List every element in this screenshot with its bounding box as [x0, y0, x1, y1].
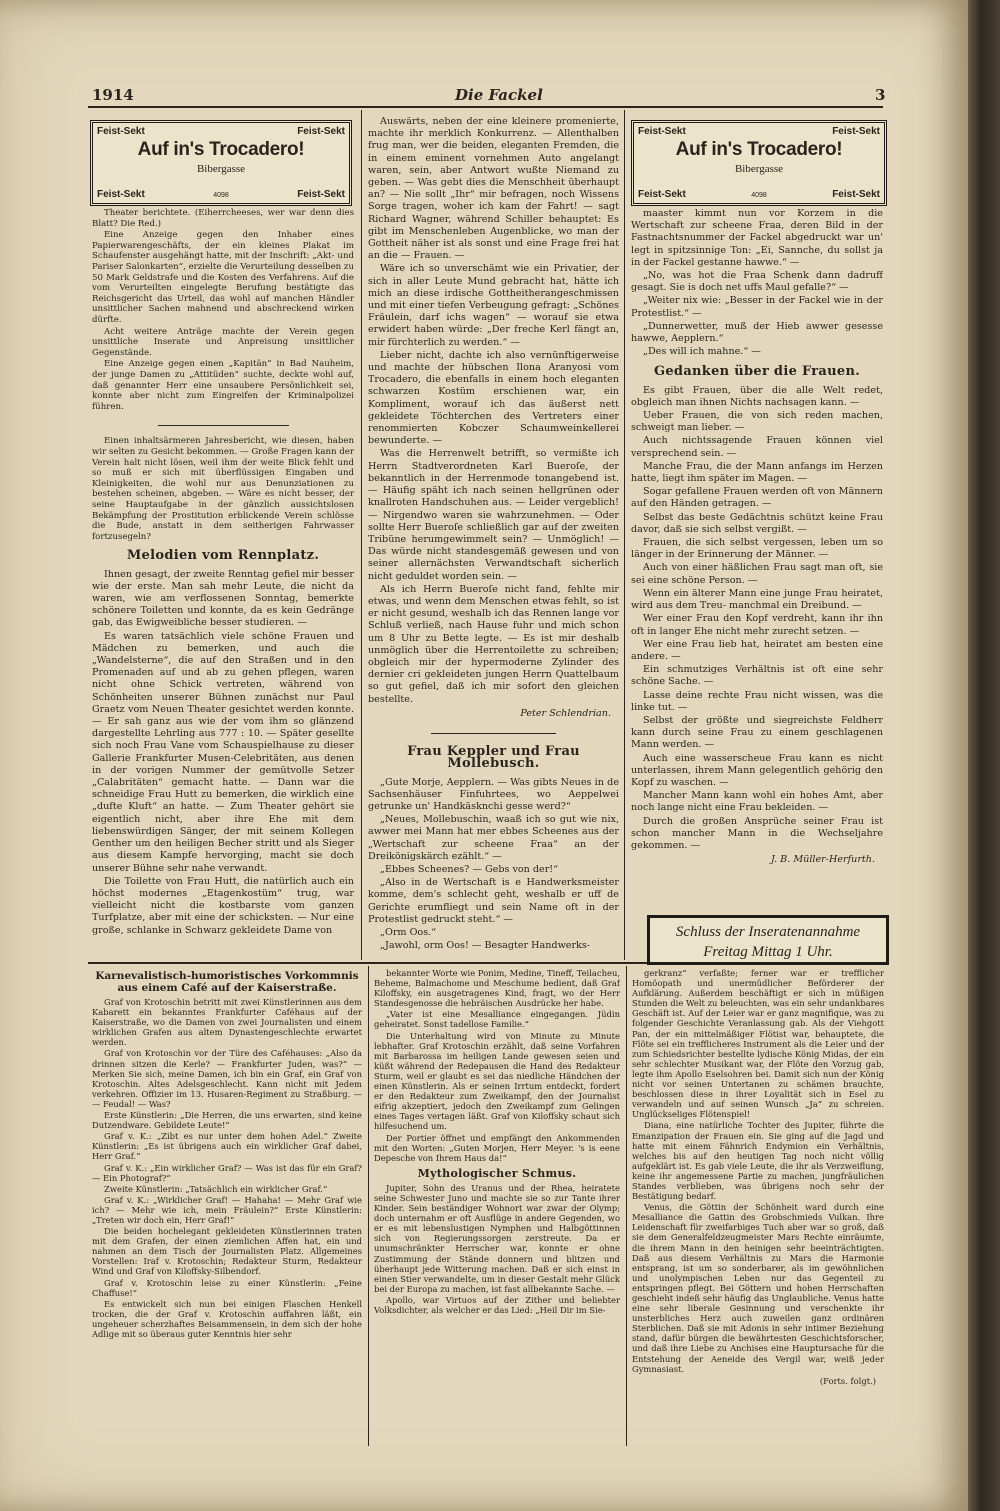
paragraph: Frauen, die sich selbst vergessen, leben um so länger in der Erinnerung der Männer. — [631, 537, 883, 561]
paragraph: „Orm Oos.“ [380, 927, 437, 938]
paragraph: Selbst das beste Gedächtnis schützt keine Frau davor, daß sie sich selbst vergißt. — [631, 511, 883, 535]
paragraph: Die Toilette von Frau Hutt, die natürlich auch ein höchst modernes „Etagenkostüm“ trug, war vielleicht nicht die kostbarste vom ganzen Turfplatze, aber mit eine der schicksten. — Nur eine große, schlanke in Schwarz gekleidete Dame von [92, 875, 354, 936]
paragraph: „Ebbes Scheenes? — Gebs von der!“ [380, 863, 559, 875]
paragraph: „Vater ist eine Mesalliance eingegangen. Jüdin geheiratet. Sonst tadellose Familie.“ [374, 1009, 620, 1030]
paragraph: Was die Herrenwelt betrifft, so vermißte ich Herrn Stadtverordneten Karl Bueroſe, der bekanntlich in der Herrenmode tonangebend ist. — Häufig späht ich nach seinen hellgrünen oder knallroten Handschuhen aus. — Leider vergeblich! — Nirgendwo waren sie wahrzunehmen. — Oder sollte Herr Bueroſe schließlich gar auf der zweiten Tribüne herumgewimmelt sein? — Unmöglich! — Das würde nicht standesgemäß gewesen und von seiner allernächsten Verwandtschaft sicherlich nicht geduldet worden sein. — [368, 448, 619, 582]
ad-headline: Auf in's Trocadero! [675, 139, 843, 160]
paragraph: „Dunnerwetter, muß der Hieb awwer gesesse hawwe, Aepplern.“ [631, 320, 883, 345]
paragraph: Der Portier öffnet und empfängt den Ankommenden mit den Worten: „Guten Morjen, Herr Meyer. 's is eene Depesche von Ihrem Haus da!“ [374, 1132, 620, 1163]
paragraph: Graf v. Krotoschin leise zu einer Künstlerin: „Feine Chaffuse!“ [92, 1277, 362, 1298]
paragraph: „Also in de Wertschaft is e Handwerksmeister komme, dem's schlecht geht, weshalb er uff de Gerichte erumfliegt und sein Name oft in der Protestlist gedruckt steht.“ — [368, 877, 619, 925]
paragraph: Zweite Künstlerin: „Tatsächlich ein wirklicher Graf.“ [104, 1183, 328, 1194]
paragraph: Diana, eine natürliche Tochter des Jupiter, führte die Emanzipation der Frauen ein. Sie ging auf die Jagd und hatte mit einem Fähnrich Endymion ein Verhältnis, welches bis auf den heutigen Tag noch nicht völlig aufgeklärt ist. Es gab viele Leute, die ihr als Verzweiflung, keine ihr angemessene Partie zu machen, jungfräulichen Standes verblieben, was übrigens noch sehr der Bestätigung bedarf. [632, 1120, 884, 1202]
article-heading: Mythologischer Schmus. [417, 1166, 577, 1180]
divider [92, 418, 354, 430]
lower-column-rule-1 [368, 966, 369, 1446]
paragraph: Graf von Krotoschin betritt mit zwei Künstlerinnen aus dem Kabarett ein bekanntes Frankfurter Caféhaus auf der Kaiserstraße, wo die Damen von zwei Journalisten und einem wirklichen Grafen aus altem Dynastengeschlechte erwartet werden. [92, 997, 362, 1048]
paragraph: Graf von Krotoschin vor der Türe des Caféhauses: „Also da drinnen sitzen die Kerle? — Frankfurter Juden, was?“ — Merken Sie sich, meine Damen, ich bin ein Graf, ein Graf von Krotoschin. Altes Adelsgeschlecht. Kann nicht mit Jedem verkehren. Offizier im 13. Husaren-Regiment zu Straßburg. — — Feudal! — Was? [92, 1048, 362, 1109]
lower-column-rule-2 [626, 966, 627, 1446]
paragraph: „No, was hot die Fraa Schenk dann dadruff gesagt. Sie is doch net uffs Maul gefalle?“ — [631, 270, 883, 294]
ad-corner-label: Feist-Sekt [638, 126, 686, 137]
paragraph: Wer einer Frau den Kopf verdreht, kann ihr ihn oft in langer Ehe nicht mehr zurecht setzen. — [631, 613, 883, 637]
paragraph: Graf v. K.: „Wirklicher Graf! — Hahaha! — Mehr Graf wie ich? — Mehr wie ich, mein Fräulein?“ Erste Künstlerin: „Treten wir doch ein, Herr Graf!“ [92, 1194, 362, 1225]
masthead-title: Die Fackel [455, 86, 543, 104]
paragraph: Als ich Herrn Bueroſe nicht fand, fehlte mir etwas, und wenn dem Menschen etwas fehlt, so ist er nicht gesund, weshalb ich das Rennen lange vor Schluß verließ, nach Hause fuhr und mich schon um 8 Uhr zu Bette legte. — Es ist mir deshalb unmöglich über die Herrentoilette zu schreiben; obgleich mir der hypermoderne Zylinder des dernier cri gekleideten jungen Herrn Quattelbaum so gut gefiel, daß ich mir sofort den gleichen bestellte. [368, 583, 619, 705]
paragraph: Acht weitere Anträge machte der Verein gegen unsittliche Inserate und Anpreisung unsittlicher Gegenstände. [92, 326, 354, 358]
notice-line: Freitag Mittag 1 Uhr. [703, 944, 833, 960]
paragraph: Lasse deine rechte Frau nicht wissen, was die linke tut. — [631, 689, 883, 713]
article-column-2 [368, 116, 619, 958]
paragraph: gerkranz“ verfaßte; ferner war er trefflicher Homöopath und unermüdlicher Beförderer der Aufklärung. Außerdem beschäftigt er sich in müßigen Stunden die Welt zu beleuchten, was ein sehr undankbares Geschäft ist. Auf der Leier war er ganz magnifique, was zu folgender Geschichte Veranlassung gab. Als der Viehgott Pan, der ein mittelmäßiger Flötist war, behauptete, die Flöte sei ein trefflicheres Instrument als die Leier und der zum Schiedsrichter bestellte lydische König Midas, der ein sehr schlechter Musikant war, der Flöte den Vorzug gab, legte ihm Apollo Eselsohren bei. Damit sich nun der König nicht vor seinen Untertanen zu schämen brauchte, beschlossen diese in ihrer Loyalität sich in Esel zu verwandeln und auf seinen Wunsch „Ja“ zu schreien. Unglückseliges Flötenspiel! [632, 968, 884, 1120]
paragraph: Manche Frau, die der Mann anfangs im Herzen hatte, liegt ihm später im Magen. — [631, 460, 883, 485]
paragraph: Einen inhaltsärmeren Jahresbericht, wie diesen, haben wir selten zu Gesicht bekommen. — Große Fragen kann der Verein halt nicht lösen, weil ihm der weite Blick fehlt und so muß er sich mit überflüssigen Eingaben und Kleinigkeiten, die wohl nur aus Denunziationen zu bestehen scheinen, abgeben. — Wäre es nicht besser, der seine Hauptaufgabe in der gänzlich aussichtslosen Bekämpfung der Prostitution erblickende Verein schlösse die Bude, anstatt in dem seitherigen Fahrwasser fortzusegeln? [92, 436, 354, 542]
paragraph: „Weiter nix wie: „Besser in der Fackel wie in der Protestlist.“ — [631, 295, 883, 319]
paragraph: Wäre ich so unverschämt wie ein Privatier, der sich in aller Leute Mund gebracht hat, hätte ich mich an diese irdische Gottheitherangeschmissen und mit einer tiefen Verbeugung gefragt: „Schönes Fräulein, darf ichs wagen“ — worauf sie etwa erwidert haben würde: „Der freche Kerl fängt an, mir fürchterlich zu werden.“ — [368, 263, 619, 348]
article-column-3 [631, 208, 883, 908]
paragraph: Wer eine Frau lieb hat, heiratet am besten eine andere. — [631, 638, 883, 662]
paragraph: Auch nichtssagende Frauen können viel versprechend sein. — [631, 435, 883, 459]
author-signature: Peter Schlendrian. [520, 707, 611, 719]
divider [368, 726, 619, 738]
ad-corner-label: Feist-Sekt [832, 126, 880, 137]
paragraph: bekannter Worte wie Ponim, Medine, Tineff, Teilacheu, Beheme, Balmachome und Meschume bedient, daß Graf Kiloffsky, ein ausgetragenes Kind, fragt, wo der Herr Standesgenosse die hebräischen Ausdrücke her habe. [374, 968, 620, 1009]
paragraph: Auswärts, neben der eine kleinere promenierte, machte ihr merklich Konkurrenz. — Allenthalben frug man, wer die beiden, eleganten Fremden, die in einem eminent vornehmen Auto angelangt waren, sein, aber Antwort wußte Niemand zu geben. — Was gebt dies die Menschheit überhaupt an? — Nie sollt „Ihr“ mir befragen, noch Wissens Sorge tragen, woher ich kam der Fahrt! — sagt Richard Wagner, während Schiller behauptet: Es gibt im Menschenleben Augenblicke, wo man der Gottheit näher ist als sonst und eine Frage frei hat an die — Frauen. — [368, 116, 619, 262]
paragraph: Graf v. K.: „Ein wirklicher Graf? — Was ist das für ein Graf? — Ein Photograf?“ [92, 1162, 362, 1183]
paragraph: Eine Anzeige gegen den Inhaber eines Papierwarengeschäfts, der ein kleines Plakat im Schaufenster ausgehängt hatte, mit der Inschrift: „Akt- und Pariser Salonkarten“, erzielte die Verurteilung desselben zu 50 Mark Geldstrafe und die Kosten des Verfahrens. Auf die vom Verurteilten eingelegte Berufung bestätigte das Reichsgericht das Urteil, das wohl auf manchen Händler unsittlicher Sachen mahnend und abschreckend wirken dürfte. [92, 230, 354, 325]
paragraph: Auch von einer häßlichen Frau sagt man oft, sie sei eine schöne Person. — [631, 562, 883, 586]
paragraph: Graf v. K.: „Zibt es nur unter dem hohen Adel.“ Zweite Künstlerin: „Es ist übrigens auch ein wirklicher Graf dabei, Herr Graf.“ [92, 1131, 362, 1162]
paragraph: Selbst der größte und siegreichste Feldherr kann durch seine Frau zu einem geschlagenen Mann werden. — [631, 714, 883, 751]
paragraph: Es waren tatsächlich viele schöne Frauen und Mädchen zu bemerken, und auch die „Wandelsterne“, die auf den Straßen und in den Promenaden auf und ab zu gehen pflegen, waren nicht ohne Schick vertreten, während von Schönheiten unserer Bühnen zunächst nur Paul Graetz vom Neuen Theater gesichtet werden konnte. — Er sah ganz aus wie der vom ihm so glänzend dargestellte Lehrling aus 777 : 10. — Später gesellte sich noch Frau Vane vom Schauspielhause zu dieser Gallerie Frankfurter Musen-Celebritäten, aus denen in der vorigen Nummer der gemütvolle Setzer „Calabritäten“ gemacht hatte. — Dann war die schneidige Frau Hutt zu bemerken, die wirklich eine „dufte Kluft“ an hatte. — Zum Theater gehört sie eigentlich nicht, aber ihre Ehe mit dem liebenswürdigen Sänger, der mit seinem Kollegen Genther um den heiligen Becher stritt und als Sieger aus diesem Kampfe hervorging, macht sie doch unserer Bühne sehr nahe verwandt. [92, 630, 354, 874]
paragraph: Es gibt Frauen, über die alle Welt redet, obgleich man ihnen Nichts nachsagen kann. — [631, 384, 883, 408]
paragraph: maaster kimmt nun vor Korzem in die Wertschaft zur scheene Fraa, deren Bild in der Fastnachtsnummer der Fackel abgedruckt war un' legt in spitzsinnige Ton: „Ei, Sannche, du sollst ja in der Fackel gestanne hawwe.“ — [631, 208, 883, 268]
ad-corner-label: Feist-Sekt [97, 126, 145, 137]
article-heading: Melodien vom Rennplatz. [126, 548, 320, 564]
column-rule-1 [361, 110, 362, 960]
paragraph: „Gute Morje, Aepplern. — Was gibts Neues in de Sachsenhäuser Finfuhrtees, wo Aeppelwei getrunke un' Handkäsknchi gesse werd?“ [368, 776, 619, 812]
article-heading: Gedanken über die Frauen. [653, 364, 861, 380]
author-signature: J. B. Müller-Herfurth. [770, 854, 875, 866]
lower-column-1 [92, 968, 362, 1446]
ad-corner-label: Feist-Sekt [297, 126, 345, 137]
article-heading: Frau Keppler und Frau Mollebusch. [407, 744, 580, 772]
paragraph: Erste Künstlerin: „Die Herren, die uns erwarten, sind keine Dutzendware. Gebildete Leute!“ [92, 1110, 362, 1131]
paragraph: Theater berichtete. (Eiherrcheeses, wer war denn dies Blatt? Die Red.) [92, 208, 354, 229]
ad-subline: Bibergasse [734, 163, 784, 175]
lower-column-3 [632, 968, 884, 1446]
header-rule [88, 106, 883, 108]
notice-line: Schluss der Inseratenannahme [675, 924, 861, 940]
ad-number: 4098 [213, 192, 229, 199]
issue-year: 1914 [92, 86, 134, 104]
paragraph: Lieber nicht, dachte ich also vernünftigerweise und machte der hübschen Ilona Aranyosi vom Trocadero, die ebenfalls in einem hoch eleganten schwarzen Kostüm erschienen war, ein Kompliment, worauf ich das äußerst nett gekleidete Töchterchen des Vertreters einer renommierten Kobczer Schaumweinkellerei bewunderte. — [368, 349, 619, 447]
advertising-deadline-notice [647, 915, 889, 965]
paragraph: Ein schmutziges Verhältnis ist oft eine sehr schöne Sache. — [631, 664, 883, 688]
trocadero-advertisement-left [90, 120, 352, 206]
paragraph: „Neues, Mollebuschin, waaß ich so gut wie nix, awwer mei Mann hat mer ebbes Scheenes aus der „Wertschaft zur scheene Fraa“ an der Dreikönigskärch ezählt.“ — [368, 814, 619, 862]
paragraph: Apollo, war Virtuos auf der Zither und beliebter Volksdichter, als welcher er das Lied: „Heil Dir im Sie- [374, 1294, 620, 1315]
ad-corner-label: Feist-Sekt [832, 189, 880, 200]
ad-corner-label: Feist-Sekt [297, 189, 345, 200]
column-rule-2 [624, 110, 625, 960]
article-heading: Karnevalistisch-humoristisches Vorkommnis aus einem Café auf der Kaiserstraße. [95, 970, 359, 994]
paragraph: Die Unterhaltung wird von Minute zu Minute lebhafter. Graf Krotoschin erzählt, daß seine Vorfahren mit Barbarossa im heiligen Lande gewesen seien und küßt während der Redepausen die Hand des Redakteur Sturm, weil er glaubt es sei das niedliche Händchen der einen Künstlerin. Als er seinen Irrtum entdeckt, fordert er den Redakteur zum Zweikampf, den der Journalist eifrig akzeptiert, jedoch den Zweikampf zum Gelingen eines Tages vertagen läßt. Graf von Kiloffsky schaut sich hilfesuchend um. [374, 1030, 620, 1132]
paragraph: Venus, die Göttin der Schönheit ward durch eine Mesalliance die Gattin des Grobschmieds Vulkan. Ihre Leidenschaft für zweifarbiges Tuch aber war so groß, daß sie dem Generalfeldzeugmeister Mars Rechte einräumte, die ihrem Mann in den heinigen sehr beeinträchtigten. Daß aus diesem Verhältnis zu Mars die Harmonie entsprang, ist um so sonderbarer, als im gewöhnlichen und unolympischen Leben nur das Gegenteil zu entspringen pflegt. Bei Göttern und hohen Herrschaften geschieht indeß sehr häufig das Unglaubliche. Venus hatte eine sehr liberale Gesinnung und verschenkte ihr unsterbliches Herz auch zuweilen ganz ordinären Sterblichen. Daß sie mit Adonis in sehr intimer Beziehung stand, dafür bürgen die bewährtesten Geschichtsforscher, und daß ihre Liebe zu Anchises eine Hauptursache für die Entstehung der Aeneide des Vergil war, weiß jeder Gymnasiast. [632, 1202, 884, 1374]
ad-subline: Bibergasse [196, 163, 246, 175]
ad-corner-label: Feist-Sekt [638, 189, 686, 200]
ad-corner-label: Feist-Sekt [97, 189, 145, 200]
paragraph: Es entwickelt sich nun bei einigen Flaschen Henkell trocken, die der Graf v. Krotoschin auffahren läßt, ein ungeheuer scherzhaftes Beisammensein, in dem sich der hohe Adlige mit so überaus guter Kenntnis hier sehr [92, 1298, 362, 1339]
paragraph: Ihnen gesagt, der zweite Renntag gefiel mir besser wie der erste. Man sah mehr Leute, die nicht da waren, wie am verflossenen Sonntag, bemerkte schönere Toiletten und konnte, da es kein Gedränge gab, das Ewigweibliche besser studieren. — [92, 568, 354, 629]
ad-headline: Auf in's Trocadero! [137, 139, 305, 160]
continuation-note: (Forts. folgt.) [819, 1375, 876, 1386]
paragraph: Wenn ein älterer Mann eine junge Frau heiratet, wird aus dem Treu- manchmal ein Dreibund. — [631, 587, 883, 612]
paragraph: „Jawohl, orm Oos! — Besagter Handwerks- [380, 940, 591, 952]
paragraph: Die beiden hochelegant gekleideten Künstlerinnen traten mit dem Grafen, der einen ziemlichen Affen hat, ein und nahmen an dem Tisch der Journalisten Platz. Allgemeines Vorstellen: Iraf v. Krotoschin; Redakteur Sturm, Redakteur Wind und Graf von Kiloffsky-Silbendorf. [92, 1226, 362, 1277]
page-number: 3 [875, 86, 886, 104]
paragraph: Sogar gefallene Frauen werden oft von Männern auf den Händen getragen. — [631, 486, 883, 510]
paragraph: Mancher Mann kann wohl ein hohes Amt, aber noch lange nicht eine Frau bekleiden. — [631, 790, 883, 814]
lower-column-2 [374, 968, 620, 1446]
paragraph: Auch eine wasserscheue Frau kann es nicht unterlassen, ihrem Mann gelegentlich gehörig den Kopf zu waschen. — [631, 752, 883, 788]
trocadero-advertisement-right [631, 120, 887, 206]
paragraph: Eine Anzeige gegen einen „Kapitän“ in Bad Nauheim, der junge Damen zu „Attitüden“ suchte, deckte wohl auf, daß genannter Herr eine unsaubere Persönlichkeit sei, konnte aber nicht zum Eingreifen der Kriminalpolizei führen. [92, 359, 354, 412]
paragraph: „Des will ich mahne.“ — [643, 346, 761, 358]
paragraph: Ueber Frauen, die von sich reden machen, schweigt man lieber. — [631, 410, 883, 434]
paragraph: Durch die großen Ansprüche seiner Frau ist schon mancher Mann in die Wechseljahre gekommen. — [631, 815, 883, 851]
article-column-1 [92, 208, 354, 958]
ad-number: 4098 [751, 192, 767, 199]
book-binding-edge [968, 0, 1000, 1511]
paragraph: Jupiter, Sohn des Uranus und der Rhea, heiratete seine Schwester Juno und machte sie so zur Tante ihrer Kinder. Sein beständiger Wohnort war zwar der Olymp; doch unternahm er oft Ausflüge in andere Gegenden, wo er es mit lebenslustigen Nymphen und Halbgöttinnen sich von Regierungssorgen zerstreute. Da er unumschränkter Herrscher war, konnte er ohne Zustimmung der Stände donnern und blitzen und überhaupt jede Witterung machen. Daß er sich einst in einen Stier verwandelte, um in dieser Gestalt mehr Glück bei der Europa zu machen, ist fast allbekannte Sache. — [374, 1182, 620, 1294]
